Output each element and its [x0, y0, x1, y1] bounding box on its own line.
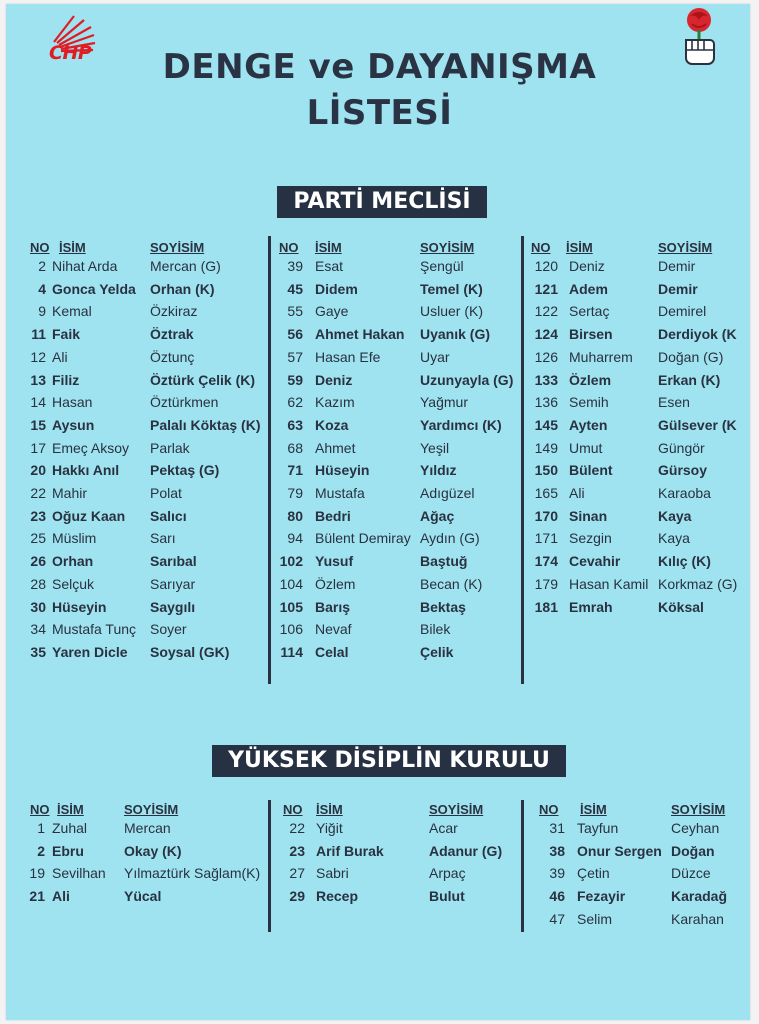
row-number: 23 [30, 507, 46, 524]
row-first-name: Celal [315, 643, 349, 660]
row-first-name: Hasan Kamil [569, 575, 649, 592]
row-first-name: Esat [315, 258, 344, 274]
header-isim: İSİM [580, 802, 607, 817]
table-row [0, 508, 759, 531]
row-last-name: Salıcı [150, 507, 187, 524]
row-last-name: Temel (K) [420, 280, 483, 297]
row-first-name: Recep [316, 888, 359, 905]
row-number: 14 [30, 394, 46, 411]
row-first-name: Hasan Efe [315, 348, 381, 365]
row-first-name: Koza [315, 416, 349, 433]
table-row [0, 417, 759, 440]
row-last-name: Uyar [420, 348, 450, 365]
row-first-name: Oğuz Kaan [52, 507, 126, 524]
header-soyisim: SOYİSİM [420, 240, 475, 255]
row-last-name: Çelik [420, 643, 454, 660]
table-row [0, 394, 759, 417]
row-first-name: Bülent [569, 462, 613, 479]
row-number: 47 [549, 910, 565, 927]
row-first-name: Ali [52, 348, 68, 365]
header-soyisim: SOYİSİM [671, 802, 726, 817]
chp-logo-text: CHP [49, 42, 92, 64]
row-number: 20 [30, 462, 46, 479]
row-last-name: Öztürk Çelik (K) [150, 371, 256, 388]
row-number: 145 [534, 416, 558, 433]
row-number: 165 [534, 485, 558, 501]
row-first-name: Çetin [577, 865, 610, 882]
row-number: 181 [534, 598, 558, 615]
header-isim: İSİM [59, 240, 86, 255]
row-last-name: Adıgüzel [420, 485, 475, 501]
row-last-name: Yardımcı (K) [420, 416, 502, 433]
row-number: 102 [279, 553, 303, 570]
row-first-name: Emrah [569, 598, 613, 615]
row-last-name: Mercan [124, 820, 171, 836]
row-last-name: Demirel [658, 303, 707, 320]
row-first-name: Birsen [569, 326, 613, 343]
row-number: 34 [30, 621, 46, 638]
row-number: 35 [30, 643, 46, 660]
row-first-name: Tayfun [577, 820, 619, 836]
row-first-name: Muharrem [569, 348, 633, 365]
header-no: NO [531, 240, 551, 255]
row-last-name: Öztrak [150, 326, 194, 343]
row-last-name: Esen [658, 394, 690, 411]
row-number: 68 [287, 439, 303, 456]
row-last-name: Şengül [420, 258, 464, 274]
row-number: 126 [534, 348, 558, 365]
row-last-name: Karaoba [658, 485, 711, 501]
header-isim: İSİM [57, 802, 84, 817]
row-last-name: Düzce [671, 865, 711, 882]
header-no: NO [539, 802, 559, 817]
row-number: 104 [279, 575, 303, 592]
row-last-name: Ceyhan [671, 820, 720, 836]
row-last-name: Kaya [658, 507, 692, 524]
header-soyisim: SOYİSİM [124, 802, 179, 817]
row-number: 23 [289, 842, 305, 859]
row-first-name: Fezayir [577, 888, 626, 905]
row-last-name: Karadağ [671, 888, 728, 905]
table-row [0, 576, 759, 599]
row-first-name: Ahmet [315, 439, 356, 456]
table-row [0, 440, 759, 463]
header-soyisim: SOYİSİM [429, 802, 484, 817]
row-last-name: Soyer [150, 621, 187, 638]
row-last-name: Uyanık (G) [420, 326, 491, 343]
row-first-name: Kazım [315, 394, 355, 411]
row-first-name: Özlem [315, 575, 356, 592]
row-first-name: Ali [52, 888, 70, 905]
row-last-name: Okay (K) [124, 842, 182, 859]
row-last-name: Becan (K) [420, 575, 483, 592]
row-last-name: Parlak [150, 439, 190, 456]
table-row [0, 372, 759, 395]
row-last-name: Polat [150, 485, 182, 501]
table-row [0, 911, 759, 934]
table-row [0, 281, 759, 304]
table-row [0, 599, 759, 622]
row-last-name: Bektaş [420, 598, 466, 615]
row-first-name: Orhan [52, 553, 94, 570]
row-last-name: Kılıç (K) [658, 553, 711, 570]
row-number: 114 [280, 643, 303, 660]
header-no: NO [279, 240, 299, 255]
table-row [0, 349, 759, 372]
row-first-name: Selçuk [52, 575, 95, 592]
row-first-name: Hüseyin [52, 598, 107, 615]
row-number: 4 [38, 280, 46, 297]
row-first-name: Arif Burak [316, 842, 384, 859]
parti-meclisi-banner: PARTİ MECLİSİ [277, 186, 487, 218]
table-row [0, 843, 759, 866]
row-first-name: Onur Sergen [577, 842, 662, 859]
header-isim: İSİM [315, 240, 342, 255]
row-number: 124 [534, 326, 558, 343]
row-first-name: Bedri [315, 507, 351, 524]
row-number: 170 [534, 507, 558, 524]
row-first-name: Müslim [52, 530, 97, 547]
row-number: 9 [38, 303, 46, 320]
row-last-name: Gürsoy [658, 462, 708, 479]
row-last-name: Karahan [671, 910, 724, 927]
row-last-name: Yücal [124, 888, 162, 905]
row-last-name: Saygılı [150, 598, 196, 615]
row-first-name: Yusuf [315, 553, 354, 570]
header-isim: İSİM [316, 802, 343, 817]
table-row [0, 326, 759, 349]
row-number: 80 [287, 507, 303, 524]
row-last-name: Aydın (G) [420, 530, 480, 547]
row-number: 26 [30, 553, 46, 570]
table-row [0, 530, 759, 553]
table-row [0, 462, 759, 485]
row-last-name: Usluer (K) [420, 303, 484, 320]
row-first-name: Aysun [52, 416, 95, 433]
row-first-name: Semih [569, 394, 609, 411]
row-number: 1 [37, 820, 45, 836]
row-last-name: Arpaç [429, 865, 466, 882]
row-number: 171 [534, 530, 558, 547]
header-soyisim: SOYİSİM [150, 240, 205, 255]
row-last-name: Acar [429, 820, 458, 836]
row-last-name: Uzunyayla (G) [420, 371, 514, 388]
row-first-name: Özlem [569, 371, 612, 388]
row-number: 11 [31, 326, 46, 343]
row-last-name: Köksal [658, 598, 704, 615]
row-first-name: Emeç Aksoy [52, 439, 130, 456]
row-last-name: Palalı Köktaş (K) [150, 416, 261, 433]
row-first-name: Ayten [569, 416, 608, 433]
row-first-name: Bülent Demiray [315, 530, 411, 547]
row-first-name: Deniz [569, 258, 605, 274]
row-last-name: Güngör [658, 439, 705, 456]
row-last-name: Adanur (G) [429, 842, 503, 859]
table-row [0, 644, 759, 667]
row-first-name: Filiz [52, 371, 80, 388]
document-title-line2: LİSTESİ [306, 93, 453, 133]
row-number: 57 [287, 348, 303, 365]
row-number: 179 [534, 575, 558, 592]
row-last-name: Orhan (K) [150, 280, 215, 297]
row-last-name: Sarıbal [150, 553, 197, 570]
document-title-line1: DENGE ve DAYANIŞMA [162, 47, 597, 87]
row-first-name: Hüseyin [315, 462, 370, 479]
row-first-name: Didem [315, 280, 358, 297]
row-last-name: Sarıyar [150, 575, 196, 592]
row-first-name: Deniz [315, 371, 353, 388]
row-last-name: Demir [658, 280, 698, 297]
table-row [0, 485, 759, 508]
row-last-name: Korkmaz (G) [658, 575, 738, 592]
row-number: 106 [279, 621, 303, 638]
row-number: 2 [37, 842, 45, 859]
row-number: 45 [287, 280, 303, 297]
header-isim: İSİM [566, 240, 593, 255]
row-first-name: Cevahir [569, 553, 621, 570]
row-first-name: Ahmet Hakan [315, 326, 405, 343]
row-number: 136 [534, 394, 558, 411]
row-number: 46 [549, 888, 565, 905]
row-last-name: Doğan (G) [658, 348, 724, 365]
table-row [0, 553, 759, 576]
row-first-name: Hasan [52, 394, 93, 411]
row-last-name: Sarı [150, 530, 176, 547]
row-first-name: Nihat Arda [52, 258, 118, 274]
row-number: 28 [30, 575, 46, 592]
row-last-name: Doğan [671, 842, 715, 859]
header-soyisim: SOYİSİM [658, 240, 713, 255]
row-number: 21 [29, 888, 45, 905]
row-first-name: Mustafa Tunç [52, 621, 137, 638]
row-first-name: Adem [569, 280, 608, 297]
row-first-name: Umut [569, 439, 603, 456]
row-last-name: Derdiyok (K [658, 326, 737, 343]
row-last-name: Bilek [420, 621, 451, 638]
row-first-name: Ebru [52, 842, 84, 859]
row-last-name: Öztürkmen [150, 394, 219, 411]
row-last-name: Yeşil [420, 439, 450, 456]
row-first-name: Sevilhan [52, 865, 106, 882]
table-row [0, 621, 759, 644]
row-number: 105 [279, 598, 303, 615]
row-number: 56 [287, 326, 303, 343]
row-number: 62 [287, 394, 303, 411]
row-last-name: Öztunç [150, 348, 195, 365]
row-number: 122 [534, 303, 558, 320]
row-number: 71 [287, 462, 303, 479]
row-number: 13 [30, 371, 46, 388]
row-number: 174 [534, 553, 558, 570]
yuksek-disiplin-kurulu-banner: YÜKSEK DİSİPLİN KURULU [212, 745, 566, 777]
row-first-name: Sezgin [569, 530, 612, 547]
row-first-name: Selim [577, 910, 613, 927]
row-first-name: Faik [52, 326, 81, 343]
row-number: 31 [549, 820, 565, 836]
row-number: 150 [534, 462, 558, 479]
row-last-name: Yağmur [420, 394, 468, 411]
row-number: 17 [30, 439, 46, 456]
row-last-name: Erkan (K) [658, 371, 721, 388]
row-number: 149 [534, 439, 558, 456]
row-first-name: Yaren Dicle [52, 643, 128, 660]
row-last-name: Yıldız [420, 462, 457, 479]
table-row [0, 865, 759, 888]
row-last-name: Soysal (GK) [150, 643, 230, 660]
row-first-name: Kemal [52, 303, 92, 320]
row-last-name: Gülsever (K [658, 416, 737, 433]
row-number: 22 [30, 485, 46, 501]
row-first-name: Ali [569, 485, 585, 501]
row-number: 30 [30, 598, 46, 615]
row-number: 79 [287, 485, 303, 501]
row-number: 15 [30, 416, 46, 433]
row-number: 94 [287, 530, 303, 547]
row-number: 22 [289, 820, 305, 836]
row-number: 38 [549, 842, 565, 859]
row-first-name: Yiğit [316, 820, 343, 836]
row-number: 55 [287, 303, 303, 320]
header-no: NO [30, 240, 50, 255]
row-first-name: Hakkı Anıl [52, 462, 120, 479]
table-row [0, 888, 759, 911]
row-number: 27 [289, 865, 305, 882]
row-first-name: Mahir [52, 485, 88, 501]
row-number: 121 [534, 280, 558, 297]
row-last-name: Demir [658, 258, 696, 274]
table-row [0, 258, 759, 281]
header-no: NO [30, 802, 50, 817]
row-number: 12 [30, 348, 46, 365]
row-last-name: Yılmaztürk Sağlam(K) [124, 865, 261, 882]
row-first-name: Mustafa [315, 485, 365, 501]
row-first-name: Nevaf [315, 621, 352, 638]
row-last-name: Özkiraz [150, 303, 198, 320]
row-last-name: Baştuğ [420, 553, 468, 570]
row-number: 59 [287, 371, 303, 388]
table-row [0, 303, 759, 326]
row-first-name: Sabri [316, 865, 349, 882]
row-number: 39 [549, 865, 565, 882]
row-first-name: Gaye [315, 303, 349, 320]
row-last-name: Pektaş (G) [150, 462, 220, 479]
header-no: NO [283, 802, 303, 817]
row-number: 29 [289, 888, 305, 905]
row-number: 2 [38, 258, 46, 274]
row-last-name: Ağaç [420, 507, 455, 524]
row-last-name: Mercan (G) [150, 258, 221, 274]
row-last-name: Bulut [429, 888, 465, 905]
row-number: 133 [534, 371, 558, 388]
row-number: 25 [30, 530, 46, 547]
table-row [0, 820, 759, 843]
row-first-name: Zuhal [52, 820, 88, 836]
row-first-name: Barış [315, 598, 351, 615]
row-number: 39 [287, 258, 303, 274]
row-first-name: Gonca Yelda [52, 280, 136, 297]
row-number: 19 [29, 865, 45, 882]
row-last-name: Kaya [658, 530, 690, 547]
row-number: 120 [534, 258, 558, 274]
row-first-name: Sinan [569, 507, 608, 524]
row-number: 63 [287, 416, 303, 433]
row-first-name: Sertaç [569, 303, 610, 320]
